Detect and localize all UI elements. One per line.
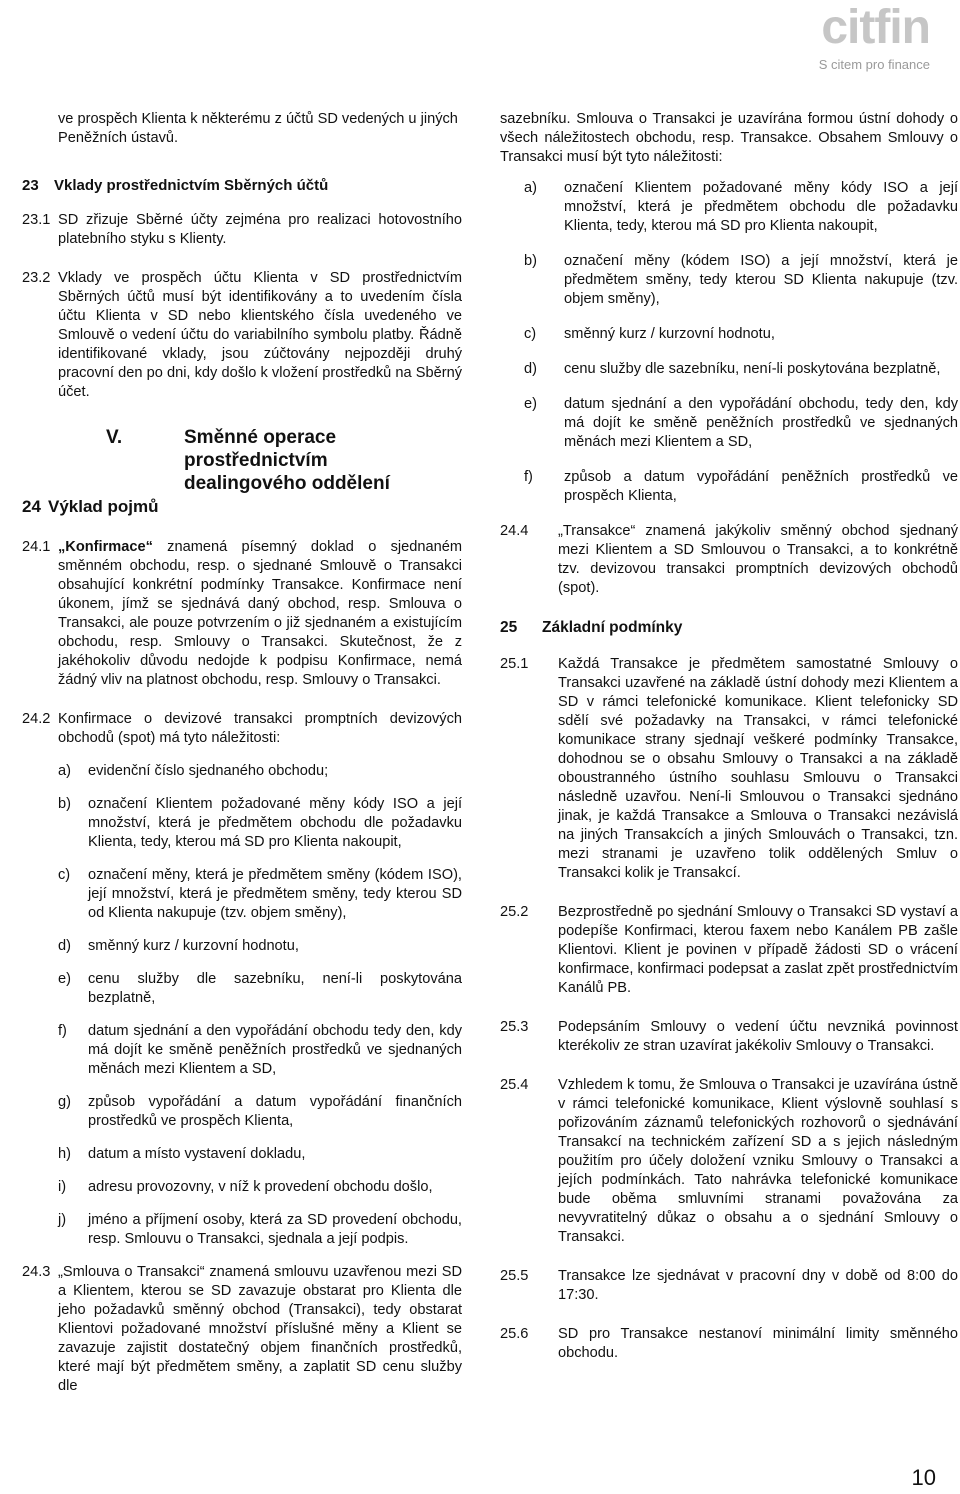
list-item <box>58 1022 462 1079</box>
clause-text: Vklady ve prospěch účtu Klienta v SD prostřednictvím Sběrných účtů musí být identifikovány a to uvedením čísla účtu Klienta v SD nebo klientského čísla uvedeného ve Smlouvě o vedení účtu do variabilního symbolu platby. Řádně identifikované vklady, jsou zúčtovány nejpozději druhý pracovní den po dni, kdy došlo k vložení prostředků na Sběrný účet. <box>58 270 462 400</box>
clause-number: 25.1 <box>500 656 529 672</box>
clause-number: 24.4 <box>500 523 529 539</box>
heading-23 <box>22 176 462 195</box>
clause-number: 25.5 <box>500 1268 529 1284</box>
clause-25-4 <box>500 1076 958 1247</box>
list-letter: j) <box>58 1212 67 1228</box>
list-text: označení měny, která je předmětem směny (kódem ISO), její množství, která je předmětem směny, tedy kterou SD od Klienta nakupuje (tzv. objem směny), <box>88 867 462 921</box>
heading-number: 24 <box>22 497 41 516</box>
list-letter: c) <box>524 326 537 342</box>
clause-24-3 <box>22 1263 462 1396</box>
clause-24-4 <box>500 522 958 598</box>
clause-text: Konfirmace o devizové transakci promptních devizových obchodů (spot) má tyto náležitosti: <box>58 711 462 746</box>
clause-text: „Smlouva o Transakci“ znamená smlouvu uzavřenou mezi SD a Klientem, kterou se SD zavazuje obstarat pro Klienta dle jeho požadavků směnný obchod (Transakci), tedy obstarat Klientovi požadované množství příslušné měny a Klient se zavazuje zajistit dostatečný objem finančních prostředků, které mají být předmětem směny, a zaplatit SD cenu služby dle <box>58 1264 462 1394</box>
list-letter: f) <box>524 469 533 485</box>
continued-paragraph: sazebníku. Smlouva o Transakci je uzavírána formou ústní dohody o všech náležitostech obchodu, resp. Transakce. Obsahem Smlouvy o Transakci musí být tyto náležitosti: <box>500 111 958 165</box>
page-number: 10 <box>911 1465 936 1490</box>
list-letter: h) <box>58 1146 71 1162</box>
list-text: směnný kurz / kurzovní hodnotu, <box>88 938 299 954</box>
clause-number: 25.3 <box>500 1019 529 1035</box>
clause-number: 25.4 <box>500 1077 529 1093</box>
heading-24 <box>22 496 159 518</box>
heading-title: Základní podmínky <box>542 619 683 636</box>
clause-text: Vzhledem k tomu, že Smlouva o Transakci je uzavírána ústně v rámci telefonické komunikace, Klient výslovně souhlasí s pořizováním záznamů telefonických rozhovorů o sjednávání Transakcí na technickém zařízení SD a s jejich následným použitím pro účely doložení vzniku Smlouvy o Transakci a jejích podmínkách. Tato nahrávka telefonické komunikace bude oběma smluvními stranami považována za nevyvratitelný důkaz o obsahu a o sjednání Smlouvy o Transakci. <box>558 1077 958 1245</box>
clause-text: Každá Transakce je předmětem samostatné Smlouvy o Transakci uzavřené na základě ústní dohody mezi Klientem a SD v rámci telefonické komunikace. Klient telefonicky SD sdělí své požadavky na Transakci, v rámci telefonické komunikace strany sjednají veškeré podmínky Transakce, dohodnou se o obsahu Smlouvy o Transakci a na základě oboustranného ústního souhlasu Smlouvu o Transakci následně uzavřou. Není-li Smlouvou o Transakci sjednáno jinak, je každá Transakce a Smlouva o Transakci nezávislá na jiných Transakcích a jiných Smlouvách o Transakci, tzn. mezi stranami je uzavřeno tolik oddělených Smluv o Transakci kolik je Transakcí. <box>558 656 958 881</box>
left-column <box>22 110 462 1416</box>
list-letter: b) <box>58 796 71 812</box>
defined-term: „Konfirmace“ <box>58 539 153 555</box>
list-text: způsob vypořádání a datum vypořádání finančních prostředků ve prospěch Klienta, <box>88 1094 462 1129</box>
list-letter: a) <box>58 763 71 779</box>
list-letter: d) <box>524 361 537 377</box>
heading-title: Vklady prostřednictvím Sběrných účtů <box>54 177 329 194</box>
list-text: způsob a datum vypořádání peněžních prostředků ve prospěch Klienta, <box>564 469 958 504</box>
clause-24-1 <box>22 538 462 690</box>
list-text: evidenční číslo sjednaného obchodu; <box>88 763 329 779</box>
clause-body: znamená písemný doklad o sjednaném směnném obchodu, resp. o sjednané Smlouvě o Transakci obsahující konkrétní podmínky Transakce. Konfirmace není úkonem, jímž se sjednává daný obchod, resp. Smlouva o Transakci, ale pouze potvrzením o již sjednaném a existujícím obchodu, resp. Smlouvy o Transakci. Skutečnost, že z jakéhokoliv důvodu nedojde k podpisu Konfirmace, nemá žádný vliv na platnost obchodu, resp. Smlouvy o Transakci. <box>58 539 462 688</box>
clause-text: SD zřizuje Sběrné účty zejména pro realizaci hotovostního platebního styku s Klienty. <box>58 212 462 247</box>
list-text: datum a místo vystavení dokladu, <box>88 1146 306 1162</box>
logo-tagline: S citem pro finance <box>818 57 930 72</box>
list-text: označení měny (kódem ISO) a její množství, která je předmětem směny, tedy kterou SD Klienta nakupuje (tzv. objem směny), <box>564 253 958 307</box>
heading-25 <box>500 618 958 637</box>
list-text: cenu služby dle sazebníku, není-li poskytována bezplatně, <box>564 361 941 377</box>
citfin-logo <box>784 2 934 76</box>
list-item <box>58 762 462 781</box>
list-item <box>524 179 958 236</box>
heading-number: 23 <box>22 177 39 194</box>
clause-number: 25.2 <box>500 904 529 920</box>
clause-25-1 <box>500 655 958 883</box>
section-title: Směnné operace prostřednictvím dealingového oddělení <box>184 427 390 494</box>
list-item <box>58 795 462 852</box>
list-item <box>524 252 958 309</box>
list-text: datum sjednání a den vypořádání obchodu tedy den, kdy má dojít ke směně peněžních prostředků ve sjednaných měnách mezi Klientem a SD, <box>88 1023 462 1077</box>
list-text: datum sjednání a den vypořádání obchodu, tedy den, kdy má dojít ke směně peněžních prostředků ve sjednaných měnách mezi Klientem a SD, <box>564 396 958 450</box>
clause-23-1 <box>22 211 462 249</box>
clause-text: Transakce lze sjednávat v pracovní dny v době od 8:00 do 17:30. <box>558 1268 958 1303</box>
list-letter: b) <box>524 253 537 269</box>
heading-title: Výklad pojmů <box>48 497 159 516</box>
list-letter: c) <box>58 867 71 883</box>
list-letter: g) <box>58 1094 71 1110</box>
clause-text: „Transakce“ znamená jakýkoliv směnný obchod sjednaný mezi Klientem a SD Smlouvou o Transakci, a to konkrétně tzv. devizovou transakci promptních devizových obchodů (spot). <box>558 523 958 596</box>
list-item <box>524 468 958 506</box>
list-letter: i) <box>58 1179 67 1195</box>
clause-text: SD pro Transakce nestanoví minimální limity směnného obchodu. <box>558 1326 958 1361</box>
list-item <box>524 395 958 452</box>
list-item <box>58 1145 462 1164</box>
list-text: jméno a příjmení osoby, která za SD provedení obchodu, resp. Smlouvu o Transakci, sjednala a její podpis. <box>88 1212 462 1247</box>
clause-text: Podepsáním Smlouvy o vedení účtu nevzniká povinnost kterékoliv ze stran uzavírat jakékoliv Smlouvy o Transakci. <box>558 1019 958 1054</box>
clause-number: 25.6 <box>500 1326 529 1342</box>
list-item <box>58 1178 462 1197</box>
list-item <box>58 1093 462 1131</box>
list-item <box>524 360 958 379</box>
list-text: směnný kurz / kurzovní hodnotu, <box>564 326 775 342</box>
section-heading <box>22 426 462 526</box>
list-letter: f) <box>58 1023 67 1039</box>
requirements-list-24-3 <box>524 179 958 506</box>
clause-number: 24.3 <box>22 1264 51 1280</box>
clause-number: 24.2 <box>22 711 51 727</box>
list-item <box>524 325 958 344</box>
clause-text <box>58 538 462 690</box>
continued-paragraph: ve prospěch Klienta k některému z účtů SD vedených u jiných Peněžních ústavů. <box>58 111 458 146</box>
list-item <box>58 866 462 923</box>
clause-number: 23.2 <box>22 270 51 286</box>
list-item <box>58 970 462 1008</box>
clause-24-2 <box>22 710 462 748</box>
list-text: cenu služby dle sazebníku, není-li poskytována bezplatně, <box>88 971 462 1006</box>
clause-23-2 <box>22 269 462 402</box>
heading-number: 25 <box>500 619 518 636</box>
list-letter: e) <box>524 396 537 412</box>
list-item <box>58 937 462 956</box>
clause-25-3 <box>500 1018 958 1056</box>
list-letter: d) <box>58 938 71 954</box>
clause-text: Bezprostředně po sjednání Smlouvy o Transakci SD vystaví a podepíše Konfirmaci, kterou faxem nebo Kanálem PB zašle Klientovi. Klient je povinen v případě žádosti SD o vrácení konfirmace, konfirmaci podepsat a zaslat zpět prostřednictvím Kanálů PB. <box>558 904 958 996</box>
list-letter: e) <box>58 971 71 987</box>
list-text: adresu provozovny, v níž k provedení obchodu došlo, <box>88 1179 433 1195</box>
requirements-list-24-2 <box>58 762 462 1249</box>
list-text: označení Klientem požadované měny kódy ISO a její množství, která je předmětem obchodu dle požadavku Klienta, tedy, kterou má SD pro Klienta nakoupit, <box>88 796 462 850</box>
list-item <box>58 1211 462 1249</box>
clause-25-6 <box>500 1325 958 1363</box>
list-text: označení Klientem požadované měny kódy ISO a její množství, která je předmětem obchodu dle požadavku Klienta, tedy, kterou má SD pro Klienta nakoupit, <box>564 180 958 234</box>
list-letter: a) <box>524 180 537 196</box>
clause-number: 23.1 <box>22 212 51 228</box>
clause-25-2 <box>500 903 958 998</box>
section-number: V. <box>106 427 123 448</box>
clause-number: 24.1 <box>22 539 51 555</box>
clause-25-5 <box>500 1267 958 1305</box>
logo-wordmark: citfin <box>821 1 930 54</box>
right-column <box>500 110 958 1383</box>
